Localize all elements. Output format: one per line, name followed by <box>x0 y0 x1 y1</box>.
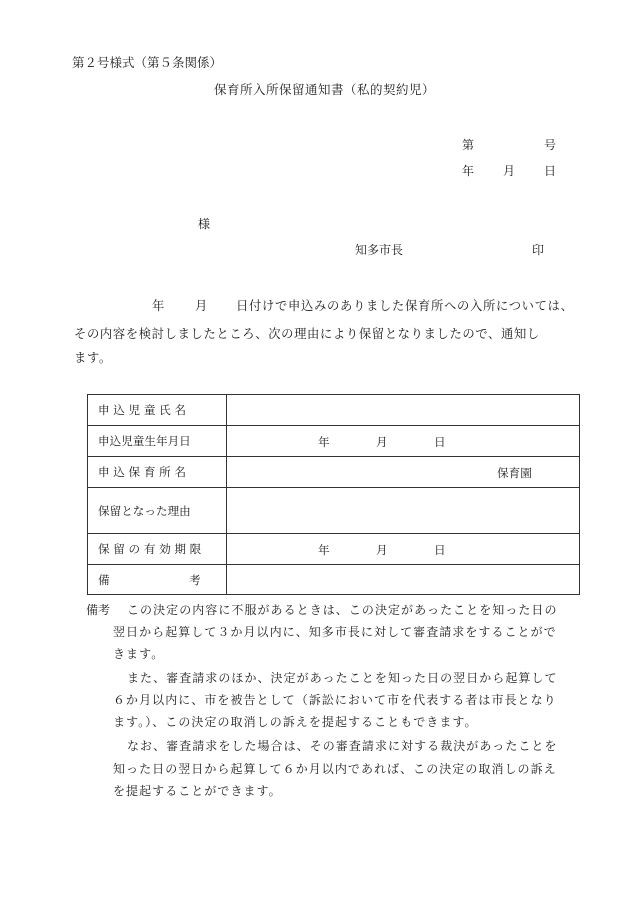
child-name-label: 申 込 児 童 氏 名 <box>88 395 227 426</box>
notes-p2-line1: また、審査請求のほか、決定があったことを知った日の翌日から起算して <box>127 671 558 685</box>
remarks-label <box>88 565 227 595</box>
validity-period-label: 保 留 の 有 効 期 限 <box>88 534 227 565</box>
child-name-value <box>227 395 580 426</box>
notes-p1-line3: きます。 <box>113 647 165 661</box>
notes-p1-line1: この決定の内容に不服があるときは、この決定があったことを知った日の <box>127 603 558 617</box>
table-row <box>88 395 580 426</box>
remarks-label-b: 考 <box>189 573 201 587</box>
birthdate-day: 日 <box>434 435 446 449</box>
validity-month: 月 <box>376 543 388 557</box>
document-title: 保育所入所保留通知書（私的契約児） <box>214 82 436 97</box>
remarks-value <box>227 565 580 595</box>
hold-reason-value <box>227 488 580 534</box>
table-row <box>88 565 580 595</box>
number-prefix: 第 <box>462 138 475 152</box>
notes-p2-line3: ます。）、この決定の取消しの訴えを提起することもできます。 <box>113 715 478 729</box>
body-date-month: 月 <box>195 299 208 313</box>
notes-p1-line2: 翌日から起算して３か月以内に、知多市長に対して審査請求をすることがで <box>113 625 557 639</box>
validity-period-value <box>227 534 580 565</box>
notes-p3-line1: なお、審査請求をした場合は、その審査請求に対する裁決があったことを <box>127 739 558 753</box>
issuer-seal: 印 <box>532 243 545 257</box>
body-line-1: 日付けで申込みのありました保育所への入所については、 <box>236 299 574 313</box>
issuer-name: 知多市長 <box>355 243 404 257</box>
issue-date-month: 月 <box>503 164 516 178</box>
body-date-year: 年 <box>152 299 165 313</box>
application-info-table <box>87 394 580 595</box>
birthdate-year: 年 <box>318 435 330 449</box>
birthdate-month: 月 <box>376 435 388 449</box>
hold-reason-label: 保留となった理由 <box>88 488 227 534</box>
validity-year: 年 <box>318 543 330 557</box>
issue-date-day: 日 <box>544 164 557 178</box>
nursery-suffix: 保育園 <box>497 466 532 480</box>
body-line-2: その内容を検討しましたところ、次の理由により保留となりましたので、通知し <box>74 327 540 341</box>
table-row <box>88 488 580 534</box>
notes-p3-line3: を提起することができます。 <box>113 784 282 798</box>
nursery-name-value <box>227 457 580 488</box>
form-number-label: 第２号様式（第５条関係） <box>72 55 223 70</box>
body-line-3: ます。 <box>74 351 112 365</box>
table-row <box>88 457 580 488</box>
child-birthdate-label: 申込児童生年月日 <box>88 426 227 457</box>
table-row <box>88 534 580 565</box>
notes-p2-line2: ６か月以内に、市を被告として（訴訟において市を代表する者は市長となり <box>113 693 557 707</box>
addressee-suffix: 様 <box>198 217 211 231</box>
nursery-name-label: 申 込 保 育 所 名 <box>88 457 227 488</box>
table-row <box>88 426 580 457</box>
number-suffix: 号 <box>544 138 557 152</box>
notes-p3-line2: 知った日の翌日から起算して６か月以内であれば、この決定の取消しの訴え <box>113 762 557 776</box>
notes-heading: 備考 <box>86 603 111 617</box>
issue-date-year: 年 <box>462 164 475 178</box>
remarks-label-a: 備 <box>98 572 110 587</box>
validity-day: 日 <box>434 543 446 557</box>
child-birthdate-value <box>227 426 580 457</box>
